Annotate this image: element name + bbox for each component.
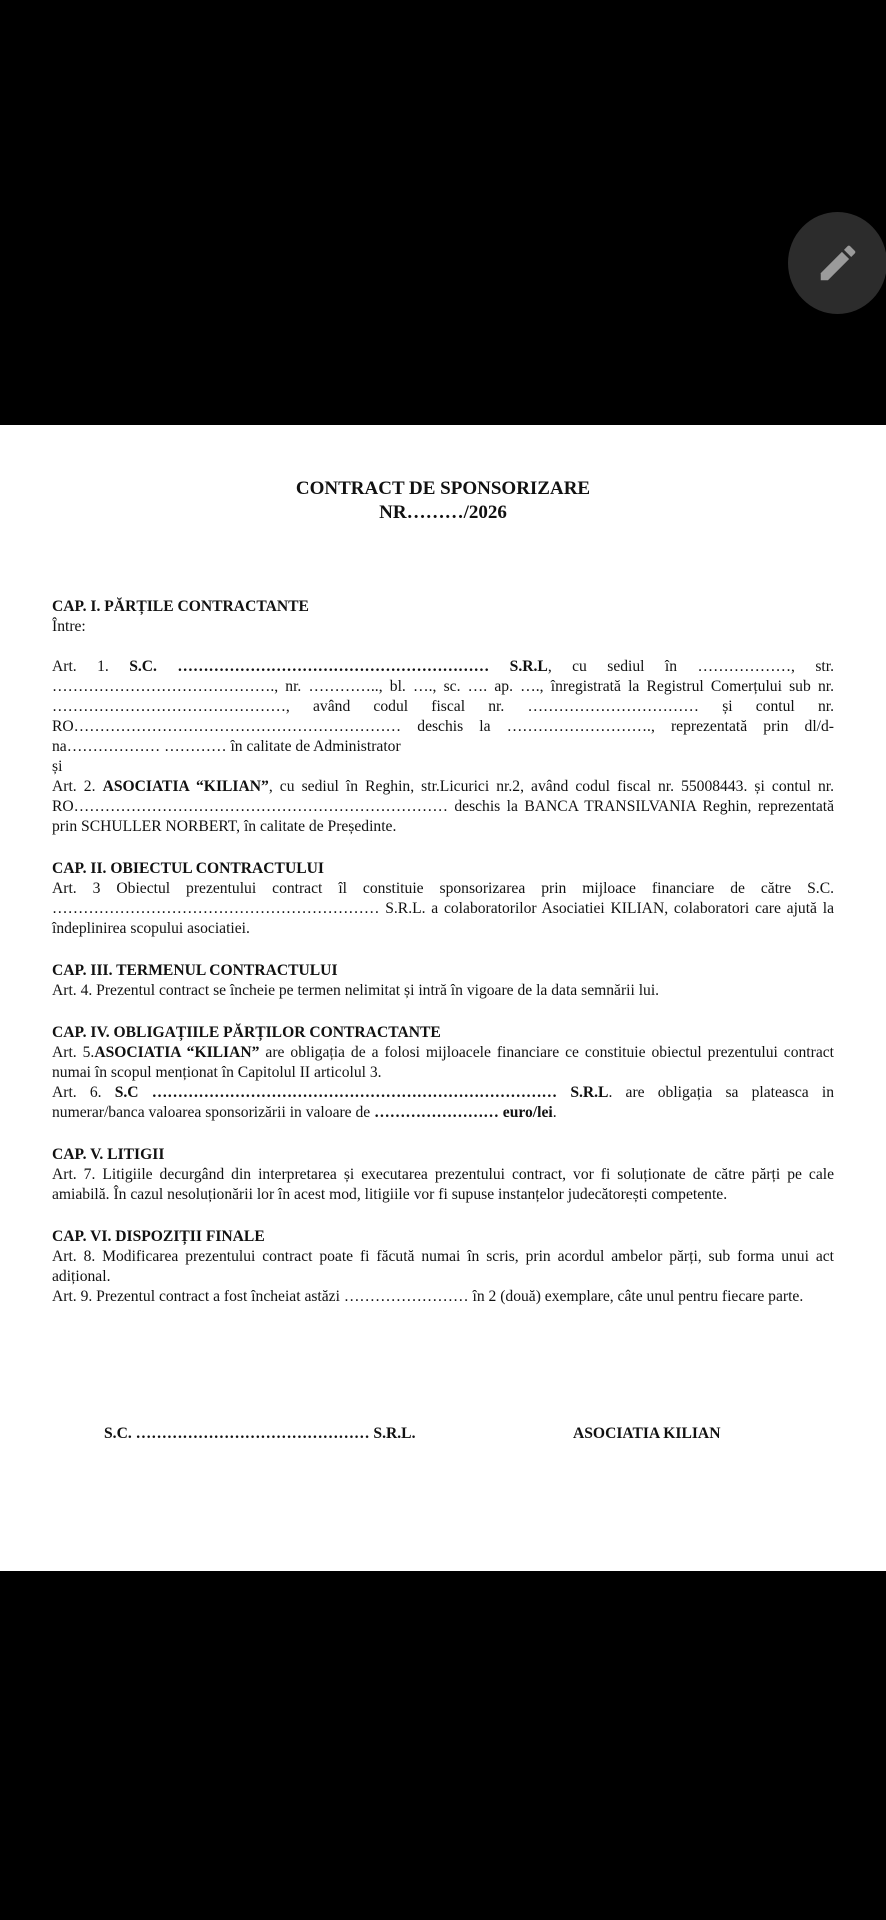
chapter-3 (52, 961, 834, 1001)
edit-button[interactable] (788, 212, 886, 314)
chapter-5-heading: CAP. V. LITIGII (52, 1146, 165, 1163)
article-5-text: are obligația de a folosi mijloacele financiare ce constituie obiectul prezentului contract numai în scopul menționat în Capitolul II articolul 3. (52, 1044, 834, 1081)
article-5-name: ASOCIATIA “KILIAN” (94, 1044, 260, 1061)
article-1 (52, 657, 834, 757)
article-1-company: S.C. …………………………………………………… (129, 658, 490, 675)
chapter-1-heading: CAP. I. PĂRȚILE CONTRACTANTE (52, 598, 309, 615)
document-page (0, 425, 886, 1571)
article-6 (52, 1083, 834, 1123)
article-2-text: , cu sediul în Reghin, str.Licurici nr.2, având codul fiscal nr. 55008443. și contul nr. RO……………………………………………………………… deschis la BANCA TRANSILVANIA Reghin, reprezentată prin SCHULLER NORBERT, în calitate de Președinte. (52, 778, 835, 835)
chapter-2-heading: CAP. II. OBIECTUL CONTRACTULUI (52, 860, 324, 877)
and-text: și (52, 758, 63, 775)
article-6-srl: S.R.L (570, 1084, 609, 1101)
article-2 (52, 777, 834, 837)
chapter-6 (52, 1227, 834, 1307)
article-6-company: S.C …………………………………………………………………… (114, 1084, 558, 1101)
article-6-label: Art. 6. (52, 1084, 102, 1101)
article-4: Art. 4. Prezentul contract se încheie pe termen nelimitat și intră în vigoare de la data semnării lui. (52, 982, 660, 999)
chapter-6-heading: CAP. VI. DISPOZIȚII FINALE (52, 1228, 265, 1245)
chapter-2 (52, 859, 834, 939)
article-6-amount: …………………… euro/lei (374, 1104, 553, 1121)
article-2-name: ASOCIATIA “KILIAN” (102, 778, 269, 795)
article-5 (52, 1043, 834, 1083)
signature-sponsor: S.C. ……………………………………… S.R.L. (104, 1425, 416, 1442)
contract-title: CONTRACT DE SPONSORIZARE (295, 478, 591, 499)
intro-text: Între: (52, 618, 86, 635)
article-7: Art. 7. Litigiile decurgând din interpretarea și executarea prezentului contract, vor fi soluționate de către părți pe cale amiabilă. În cazul nesoluționării lor în acest mod, litigiile vor fi supuse instanțelor judecătorești competente. (52, 1166, 834, 1203)
article-3: Art. 3 Obiectul prezentului contract îl constituie sponsorizarea prin mijloace financiare de către S.C. ……………………………………………………… S.R.L. a colaboratorilor Asociatiei KILIAN, colaboratori care ajută la îndeplinirea scopului asociatiei. (52, 880, 834, 937)
signature-association: ASOCIATIA KILIAN (573, 1425, 721, 1442)
article-1-label: Art. 1. (52, 658, 109, 675)
pencil-icon (815, 240, 861, 286)
contract-body (52, 477, 834, 1307)
article-1-srl: S.R.L (509, 658, 548, 675)
chapter-5 (52, 1145, 834, 1205)
article-6-end: . (552, 1104, 557, 1121)
article-2-label: Art. 2. (52, 778, 96, 795)
article-6-text: . are obligația sa plateasca in numerar/banca valoarea sponsorizării in valoare de (52, 1084, 835, 1121)
chapter-3-heading: CAP. III. TERMENUL CONTRACTULUI (52, 962, 338, 979)
chapter-4-heading: CAP. IV. OBLIGAȚIILE PĂRȚILOR CONTRACTANTE (52, 1024, 441, 1041)
chapter-1 (52, 597, 834, 837)
article-8: Art. 8. Modificarea prezentului contract poate fi făcută numai în scris, prin acordul ambelor părți, sub forma unui act adițional. (52, 1248, 834, 1285)
article-5-label: Art. 5. (52, 1044, 95, 1061)
contract-number: NR………/2026 (379, 502, 507, 523)
article-1-text: , cu sediul în ………………, str. ……………………………………., nr. ………….., bl. …., sc. …. ap. …., înregistrată la Registrul Comerțului sub nr. ………………………………………, având codul fiscal nr. …………………………… și contul nr. RO……………………………………………………… deschis la ………………………., reprezentată prin dl/d-na……………… ………… în calitate de Administrator (52, 658, 834, 755)
chapter-4 (52, 1023, 834, 1123)
article-9: Art. 9. Prezentul contract a fost încheiat astăzi …………………… în 2 (două) exemplare, câte unul pentru fiecare parte. (52, 1288, 804, 1305)
